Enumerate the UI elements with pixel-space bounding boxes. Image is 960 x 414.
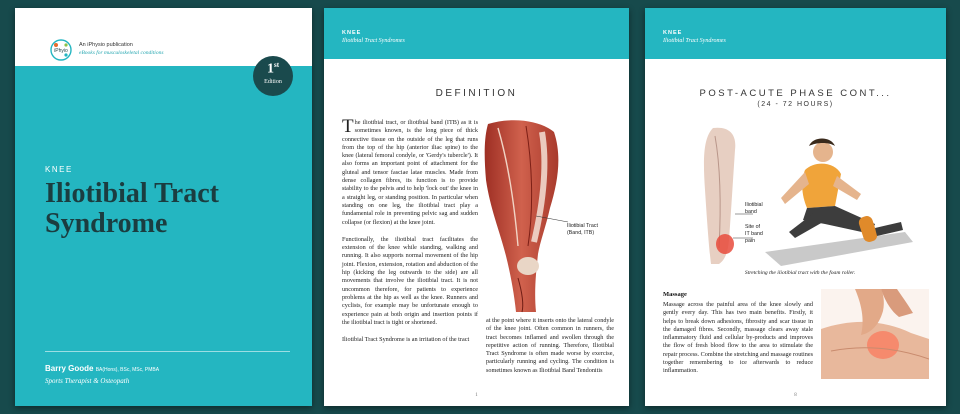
edition-badge	[253, 56, 293, 96]
author-name: Barry Goode	[45, 364, 94, 373]
label-site-3: pain	[745, 238, 756, 244]
figure-label-itb-1: Iliotibial Tract	[567, 223, 598, 229]
definition-para-4: at the point where it inserts onto the lateral condyle of the knee joint. Often common in runners, the tract becomes inflamed and swollen through the repetitive action of running. Therefore, Iliotibial Tract Syndrome is often made worse by exercise, particularly running and cycling. The condition is sometimes known as Iliotibial Band Tendonitis	[486, 317, 614, 374]
page-subtitle: Iliotibial Tract Syndromes	[663, 38, 726, 44]
knee-massage-photo	[821, 289, 929, 379]
cover-kicker: KNEE	[45, 165, 73, 174]
cover-page	[15, 8, 312, 406]
page-section: KNEE	[342, 30, 362, 36]
definition-column-left	[342, 116, 478, 353]
author-credentials: BA(Hons), BSc, MSc, PMBA	[95, 367, 160, 373]
publisher-tagline: eBooks for musculoskeletal conditions	[79, 50, 164, 56]
iphysio-logo-icon	[49, 38, 73, 62]
page-subtitle: Iliotibial Tract Syndromes	[342, 38, 405, 44]
leg-anatomy-illustration	[476, 116, 616, 314]
definition-page	[324, 8, 629, 406]
cover-divider	[45, 351, 290, 352]
page-heading: DEFINITION	[435, 88, 518, 99]
definition-para-2: Functionally, the iliotibial tract facilitates the extension of the knee while standing, walking and running. It also supports normal movement of the hip joint. Flexion, extension, rotation and abduction of the hip (kicking the leg outwards to the side) are all movements that involve the iliotibial tract. It is not uncommon therefore, for patients to experience problems at the hip as well as the knee. Runners and cyclists, for example may be unfortunate enough to experience pain at both origin and insertion points if the iliotibial tract is tight or shortened.	[342, 235, 478, 326]
page-header-band	[645, 8, 946, 59]
definition-para-1: he iliotibial tract, or iliotibial band (ITB) as it is sometimes known, is the long piece of thick connective tissue on the outside of the leg that runs from the top of the hip (anterior iliac spine) to the knee (lateral femoral condyle, or 'Gerdy's tubercle'). It also forms an important point of attachment for the gluteal and tensor fasciae latae muscles. Made from dense collagen fibres, its function is to provide stability to the pelvis and to help 'lock out' the knee in a straight leg, or standing position. In particular when standing on one leg, the iliotibial tract play a fundamental role in preventing pelvic sag and sudden collapse (or flexion) at the knee joint.	[342, 119, 478, 226]
post-acute-page	[645, 8, 946, 406]
definition-para-3: Iliotibial Tract Syndrome is an irritation of the tract	[342, 336, 470, 344]
massage-text: Massage across the painful area of the knee slowly and gently every day. This has two main benefits. Firstly, it helps to break down adhesions, fibrosity and scar tissue in the damaged fibres. Secondly, massage clears away stale inflammatory fluid and cellular by-products and improves the flow of fresh blood flow to the area to stimulate the repair process. Combine the stretching and massage routines together remembering to ice afterwards to reduce inflammation.	[663, 301, 813, 375]
cover-title-line-2: Syndrome	[45, 208, 168, 239]
figure-caption: Stretching the iliotibial tract with the foam roller.	[744, 270, 856, 276]
massage-heading: Massage	[663, 291, 687, 298]
page-number: 1	[475, 393, 478, 398]
cover-title-line-1: Iliotibial Tract	[45, 178, 219, 209]
edition-suffix: st	[273, 61, 280, 69]
definition-column-right	[486, 317, 614, 384]
page-subheading: (24 - 72 HOURS)	[757, 101, 834, 108]
edition-number: 1	[266, 61, 274, 77]
cover-title	[45, 179, 305, 239]
label-itb-2: band	[745, 209, 757, 215]
author-line	[45, 364, 159, 373]
publisher-line: An iPhysio publication	[79, 42, 133, 48]
foam-roller-illustration	[685, 120, 915, 268]
label-itb-1: Iliotibial	[745, 202, 763, 208]
drop-cap: T	[342, 116, 354, 137]
author-role: Sports Therapist & Osteopath	[45, 377, 130, 385]
page-number: 8	[794, 393, 797, 398]
page-section: KNEE	[663, 30, 683, 36]
edition-word: Edition	[264, 79, 282, 85]
label-site-2: IT band	[745, 231, 763, 237]
label-site-1: Site of	[745, 224, 761, 230]
svg-text:iPhyio: iPhyio	[54, 48, 68, 54]
page-header-band	[324, 8, 629, 59]
page-heading: POST-ACUTE PHASE CONT...	[699, 88, 892, 99]
figure-label-itb-2: (Band, ITB)	[567, 230, 595, 236]
